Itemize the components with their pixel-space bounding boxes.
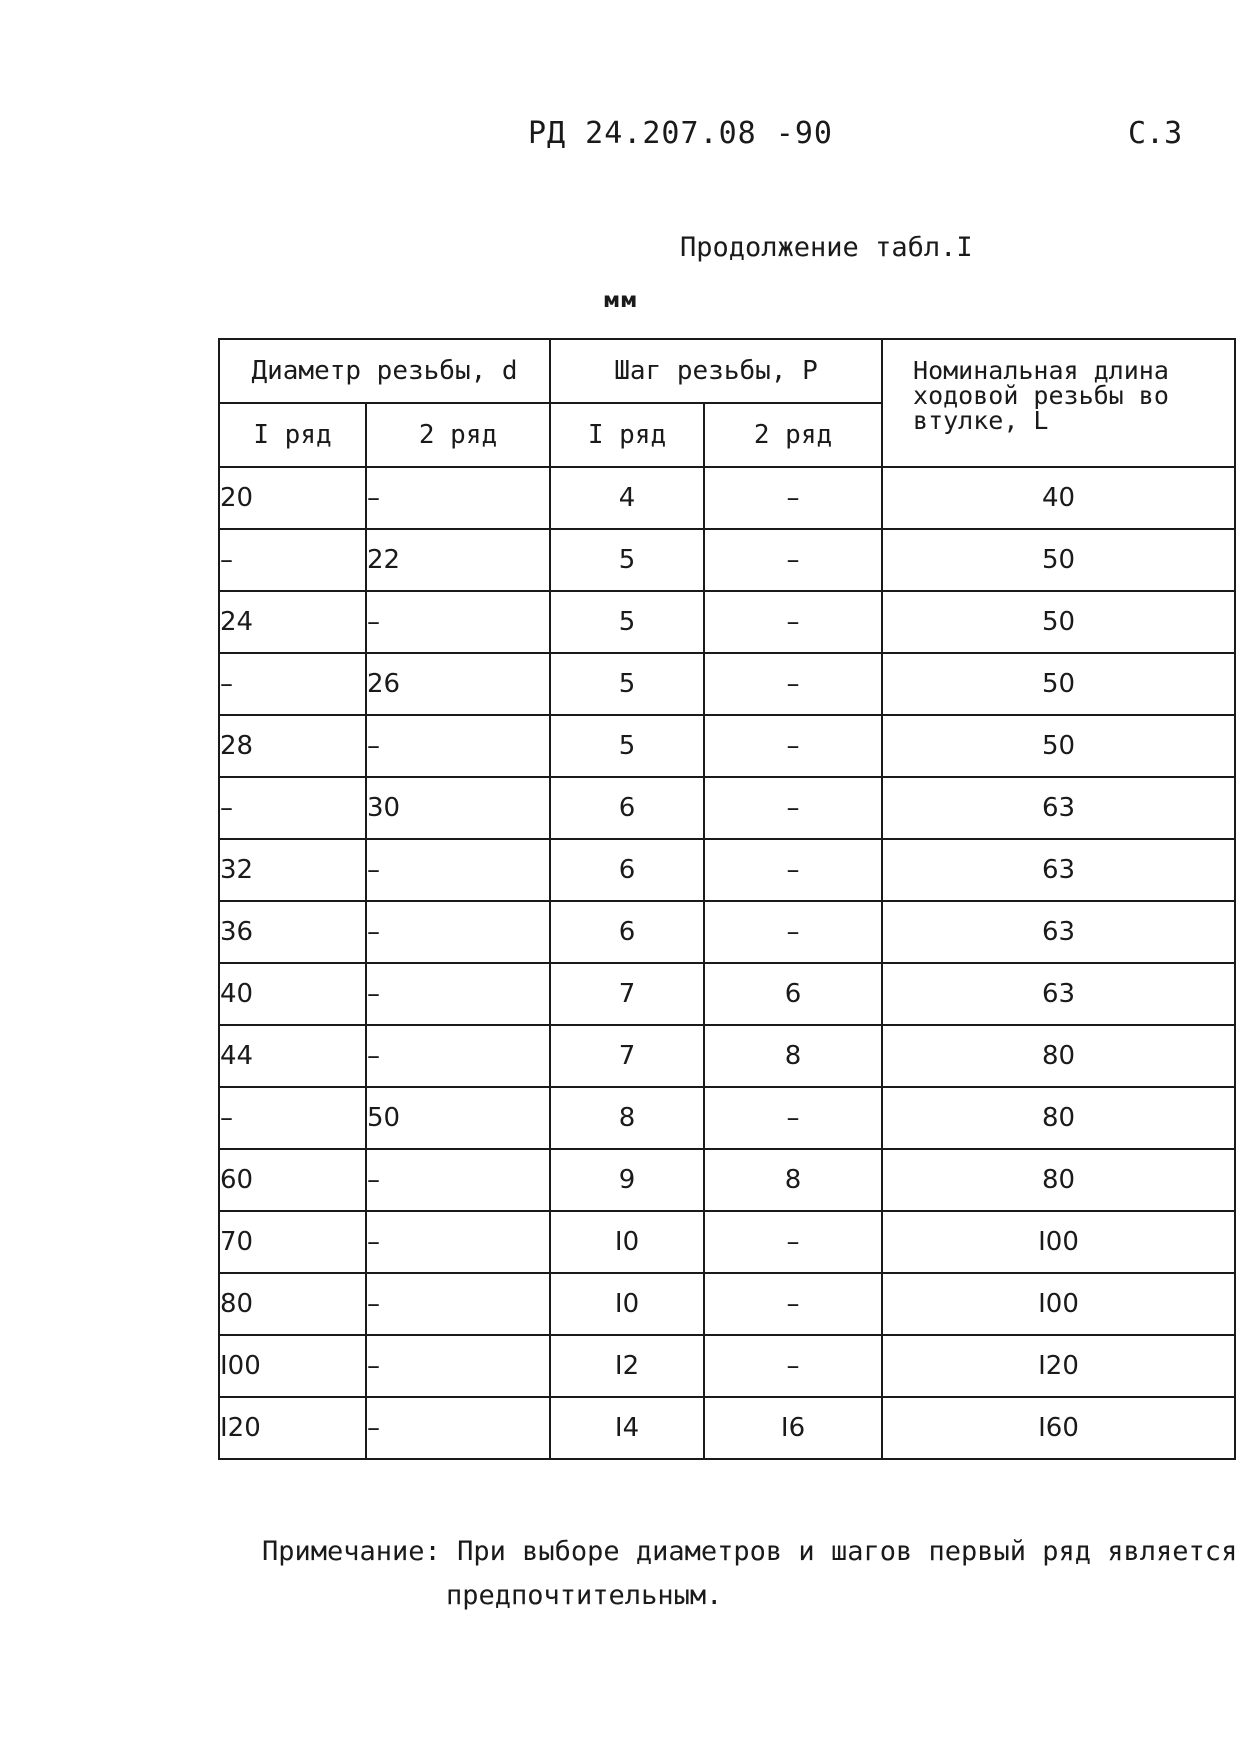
diameter-row2-cell: –	[366, 1211, 550, 1273]
thread-length-cell: 50	[882, 529, 1235, 591]
pitch-row2-cell: –	[704, 839, 882, 901]
diameter-row2-cell: –	[366, 467, 550, 529]
page-number: С.3	[1128, 116, 1183, 151]
pitch-header: Шаг резьбы, Р	[550, 339, 882, 403]
thread-length-cell: 63	[882, 963, 1235, 1025]
diameter-row2-cell: 26	[366, 653, 550, 715]
pitch-row2-header: 2 ряд	[704, 403, 882, 467]
table-body	[219, 467, 1235, 1459]
pitch-row2-cell: –	[704, 777, 882, 839]
thread-length-cell: 50	[882, 653, 1235, 715]
pitch-row2-cell: 8	[704, 1149, 882, 1211]
diameter-row1-cell: I00	[219, 1335, 366, 1397]
thread-length-cell: 50	[882, 715, 1235, 777]
diameter-row2-cell: 22	[366, 529, 550, 591]
pitch-row2-cell: –	[704, 1273, 882, 1335]
pitch-row1-cell: 7	[550, 1025, 704, 1087]
diameter-row1-cell: –	[219, 1087, 366, 1149]
diameter-row2-cell: –	[366, 715, 550, 777]
thread-length-cell: I00	[882, 1273, 1235, 1335]
thread-length-cell: 63	[882, 777, 1235, 839]
pitch-row2-cell: –	[704, 715, 882, 777]
table-row	[219, 715, 1235, 777]
diameter-row2-cell: –	[366, 1273, 550, 1335]
pitch-row2-cell: 6	[704, 963, 882, 1025]
table-header-row	[219, 339, 1235, 403]
pitch-row1-cell: 5	[550, 591, 704, 653]
pitch-row1-cell: 5	[550, 529, 704, 591]
diameter-row2-header: 2 ряд	[366, 403, 550, 467]
pitch-row1-cell: I4	[550, 1397, 704, 1459]
table-row	[219, 1335, 1235, 1397]
diameter-row1-cell: 20	[219, 467, 366, 529]
diameter-row1-cell: 44	[219, 1025, 366, 1087]
diameter-row2-cell: 30	[366, 777, 550, 839]
diameter-row1-cell: 24	[219, 591, 366, 653]
diameter-row1-cell: 32	[219, 839, 366, 901]
pitch-row1-cell: 4	[550, 467, 704, 529]
table-row	[219, 1397, 1235, 1459]
thread-length-cell: 40	[882, 467, 1235, 529]
diameter-header: Диаметр резьбы, d	[219, 339, 550, 403]
pitch-row2-cell: –	[704, 591, 882, 653]
pitch-row1-cell: 5	[550, 715, 704, 777]
pitch-row2-cell: 8	[704, 1025, 882, 1087]
table-row	[219, 653, 1235, 715]
diameter-row1-header: I ряд	[219, 403, 366, 467]
thread-length-cell: 80	[882, 1149, 1235, 1211]
diameter-row1-cell: 40	[219, 963, 366, 1025]
thread-parameters-table	[218, 338, 1236, 1460]
diameter-row2-cell: –	[366, 1149, 550, 1211]
pitch-row1-cell: 7	[550, 963, 704, 1025]
diameter-row1-cell: 28	[219, 715, 366, 777]
diameter-row2-cell: –	[366, 1335, 550, 1397]
pitch-row1-cell: I0	[550, 1211, 704, 1273]
document-code: РД 24.207.08 -90	[528, 116, 833, 151]
pitch-row2-cell: –	[704, 1335, 882, 1397]
pitch-row1-cell: I0	[550, 1273, 704, 1335]
table-continuation-caption: Продолжение табл.I	[680, 232, 973, 263]
pitch-row2-cell: –	[704, 529, 882, 591]
pitch-row1-cell: I2	[550, 1335, 704, 1397]
pitch-row1-cell: 5	[550, 653, 704, 715]
thread-length-cell: 80	[882, 1025, 1235, 1087]
length-header: Номинальная длина ходовой резьбы во втулке, L	[882, 339, 1235, 467]
table-row	[219, 529, 1235, 591]
diameter-row1-cell: 60	[219, 1149, 366, 1211]
pitch-row1-cell: 8	[550, 1087, 704, 1149]
table-row	[219, 1087, 1235, 1149]
diameter-row1-cell: 70	[219, 1211, 366, 1273]
thread-length-cell: I20	[882, 1335, 1235, 1397]
table-note	[262, 1530, 1237, 1618]
pitch-row1-cell: 6	[550, 901, 704, 963]
thread-length-cell: 63	[882, 839, 1235, 901]
pitch-row2-cell: –	[704, 467, 882, 529]
pitch-row2-cell: –	[704, 653, 882, 715]
diameter-row2-cell: –	[366, 591, 550, 653]
table-row	[219, 839, 1235, 901]
diameter-row2-cell: –	[366, 901, 550, 963]
table-row	[219, 901, 1235, 963]
pitch-row2-cell: –	[704, 1087, 882, 1149]
diameter-row1-cell: 80	[219, 1273, 366, 1335]
note-line-2: предпочтительным.	[446, 1580, 723, 1611]
thread-length-cell: 63	[882, 901, 1235, 963]
table-units: мм	[603, 288, 638, 312]
pitch-row1-cell: 9	[550, 1149, 704, 1211]
diameter-row2-cell: –	[366, 1397, 550, 1459]
diameter-row1-cell: –	[219, 777, 366, 839]
diameter-row2-cell: –	[366, 1025, 550, 1087]
thread-length-cell: 50	[882, 591, 1235, 653]
table-row	[219, 591, 1235, 653]
note-line-1: Примечание: При выборе диаметров и шагов первый ряд является	[262, 1536, 1238, 1567]
thread-length-cell: 80	[882, 1087, 1235, 1149]
table-row	[219, 1211, 1235, 1273]
diameter-row1-cell: –	[219, 529, 366, 591]
diameter-row1-cell: –	[219, 653, 366, 715]
table-row	[219, 1273, 1235, 1335]
thread-length-cell: I00	[882, 1211, 1235, 1273]
table-row	[219, 467, 1235, 529]
pitch-row2-cell: I6	[704, 1397, 882, 1459]
pitch-row1-header: I ряд	[550, 403, 704, 467]
table-row	[219, 1025, 1235, 1087]
diameter-row2-cell: –	[366, 839, 550, 901]
pitch-row2-cell: –	[704, 901, 882, 963]
thread-length-cell: I60	[882, 1397, 1235, 1459]
diameter-row1-cell: I20	[219, 1397, 366, 1459]
diameter-row2-cell: 50	[366, 1087, 550, 1149]
pitch-row1-cell: 6	[550, 839, 704, 901]
pitch-row1-cell: 6	[550, 777, 704, 839]
pitch-row2-cell: –	[704, 1211, 882, 1273]
table-row	[219, 777, 1235, 839]
diameter-row2-cell: –	[366, 963, 550, 1025]
table-row	[219, 963, 1235, 1025]
table-row	[219, 1149, 1235, 1211]
diameter-row1-cell: 36	[219, 901, 366, 963]
